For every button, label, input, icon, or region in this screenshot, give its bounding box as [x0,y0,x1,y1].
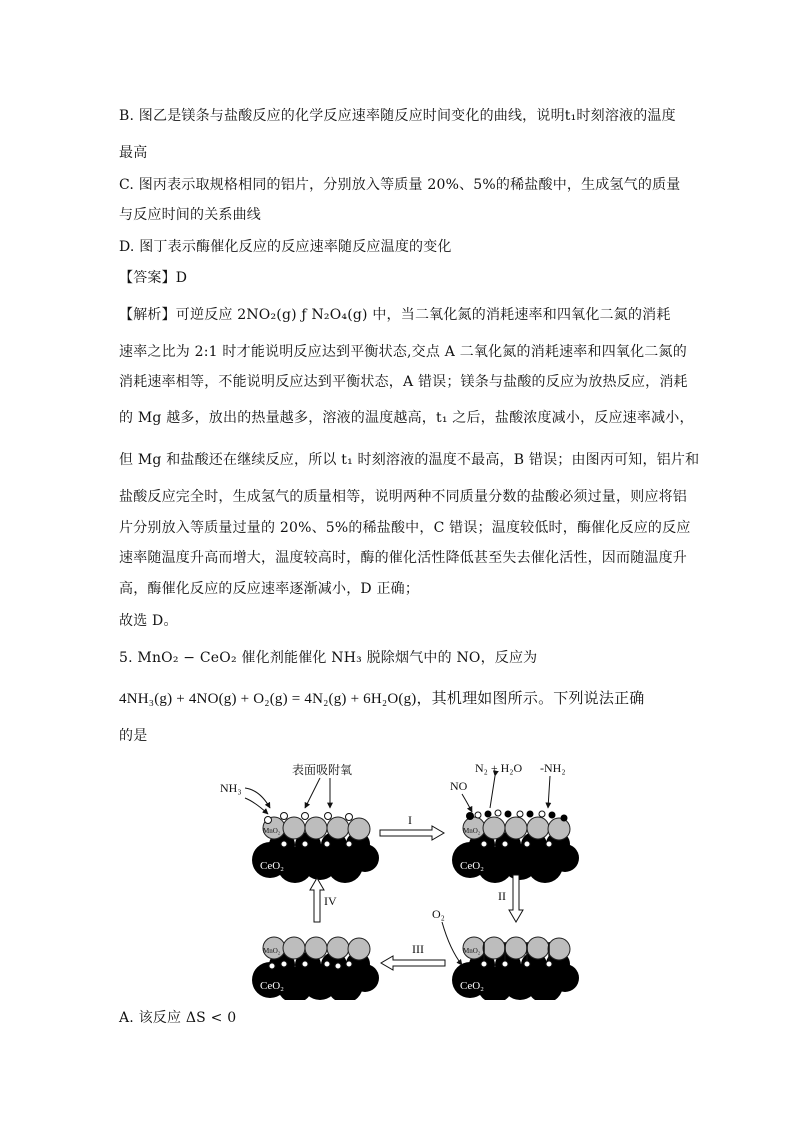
analysis-line-7: 片分别放入等质量过量的 20%、5%的稀盐酸中，C 错误；温度较低时，酶催化反应的反应 [119,520,691,536]
arrow-step-1 [380,826,444,840]
surface-oxygen-label: 表面吸附氧 [292,763,353,777]
question-5-line-1: 5. MnO₂ − CeO₂ 催化剂能催化 NH₃ 脱除烟气中的 NO，反应为 [119,650,538,666]
analysis-line-2: 速率之比为 2:1 时才能说明反应达到平衡状态,交点 A 二氧化氮的消耗速率和四氧化二氮的 [119,344,687,360]
ceo2-label-3: CeO₂ [460,980,484,992]
mno2-label-2: MnO₂ [463,827,481,835]
o2-label: O₂ [432,907,445,921]
arrow-step-4 [310,878,324,922]
question-5-equation-line: 4NH₃(g) + 4NO(g) + O₂(g) = 4N₂(g) + 6H₂O(g)，其机理如图所示。下列说法正确 [119,691,645,707]
analysis-line-4: 的 Mg 越多，放出的热量越多，溶液的温度越高，t₁ 之后，盐酸浓度减小，反应速率减小， [119,410,694,426]
question-5-line-3: 的是 [119,728,148,744]
step-4-label: IV [324,894,337,908]
step-3-label: III [412,942,424,956]
nh2-label: -NH₂ [540,761,566,775]
analysis-line-10: 故选 D。 [119,613,178,629]
arrow-step-2 [509,875,523,922]
analysis-line-5: 但 Mg 和盐酸还在继续反应，所以 t₁ 时刻溶液的温度不最高，B 错误；由图丙可知，铝片和 [119,452,700,468]
option-c-line-2: 与反应时间的关系曲线 [119,207,261,223]
arrow-step-3 [381,956,445,970]
answer-line: 【答案】D [119,270,188,286]
option-c-line-1: C. 图丙表示取规格相同的铝片，分别放入等质量 20%、5%的稀盐酸中，生成氢气的质量 [119,177,681,193]
catalyst-panel-2 [452,810,579,883]
mno2-label-4: MnO₂ [263,947,281,955]
catalyst-panel-1 [252,813,379,884]
step-2-label: II [498,889,506,903]
option-a-line: A. 该反应 ΔS < 0 [119,1010,237,1026]
mno2-label-3: MnO₂ [463,947,481,955]
option-b-line-1: B. 图乙是镁条与盐酸反应的化学反应速率随反应时间变化的曲线，说明t₁时刻溶液的温度 [119,108,676,124]
step-1-label: I [408,813,412,827]
nh3-label: NH₃ [220,781,242,795]
analysis-line-1: 【解析】可逆反应 2NO₂(g) ƒ N₂O₄(g) 中，当二氧化氮的消耗速率和四氧化二氮的消耗 [119,307,671,323]
catalyst-panel-4 [252,937,379,1000]
catalyst-panel-3 [452,937,579,1000]
mno2-label-1: MnO₂ [263,827,281,835]
ceo2-label-2: CeO₂ [460,860,484,872]
analysis-line-6: 盐酸反应完全时，生成氢气的质量相等，说明两种不同质量分数的盐酸必须过量，则应将铝 [119,489,687,505]
products-label: N₂ + H₂O [475,761,523,775]
analysis-line-3: 消耗速率相等，不能说明反应达到平衡状态，A 错误；镁条与盐酸的反应为放热反应，消耗 [119,374,688,390]
analysis-line-9: 高，酶催化反应的反应速率逐渐减小，D 正确； [119,581,420,597]
ceo2-label-1: CeO₂ [260,860,284,872]
mechanism-diagram [190,750,600,1000]
analysis-line-8: 速率随温度升高而增大，温度较高时，酶的催化活性降低甚至失去催化活性，因而随温度升 [119,550,687,566]
option-b-line-2: 最高 [119,145,148,161]
ceo2-label-4: CeO₂ [260,980,284,992]
no-label: NO [450,779,468,793]
option-d-line: D. 图丁表示酶催化反应的反应速率随反应温度的变化 [119,239,452,255]
